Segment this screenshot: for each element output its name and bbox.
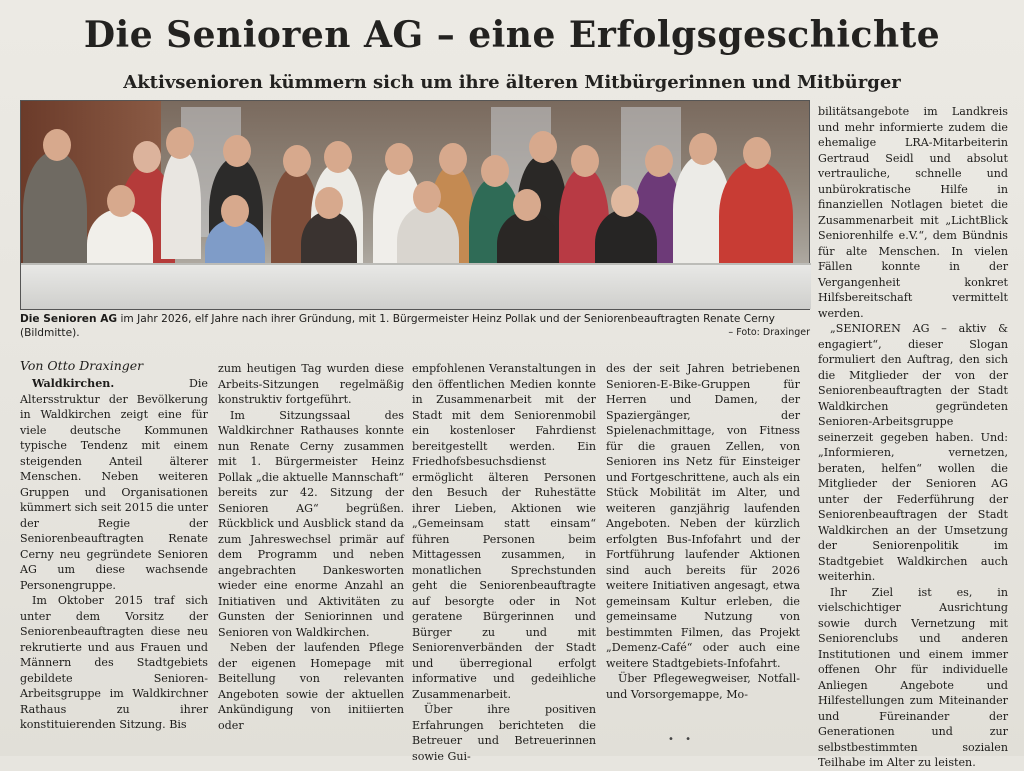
dateline: Waldkirchen. — [32, 377, 115, 390]
byline: Von Otto Draxinger — [20, 358, 144, 373]
paragraph: Im Sitzungssaal des Waldkirchner Rathauses konnte nun Renate Cerny zusammen mit 1. Bürgermeister Heinz Pollak „die aktuelle Mannschaft“ bereits zur 42. Sitzung der Senioren AG“ begrüßen. Rückblick und Ausblick stand da zum Jahreswechsel primär auf dem Programm und neben angebrachten Dankesworten wieder eine enorme Anzahl an Initiativen und Aktivitäten zu Gunsten der Seniorinnen und Senioren von Waldkirchen. — [218, 408, 404, 639]
paragraph: des der seit Jahren betriebenen Senioren-E-Bike-Gruppen für Herren und Damen, der Spaziergänger, der Spielenachmittage, von Fitness für die grauen Zellen, von Senioren ins Netz für Einsteiger und Fortgeschrittene, auch als ein Stück Mobilität im Alter, und weiteren ganzjährig laufenden Angeboten. Neben der kürzlich erfolgten Bus-Infofahrt und der Fortführung laufender Aktionen sind auch bereits für 2026 weitere Initiativen angesagt, etwa gemeinsam Kultur erleben, die gemeinsame Nutzung von bestimmten Filmen, das Projekt „Demenz-Café“ oder auch eine weitere Stadtgebiets-Infofahrt. — [606, 362, 800, 670]
photo-person — [23, 151, 87, 271]
photo-person-head — [166, 127, 194, 159]
photo-table — [21, 263, 811, 309]
paragraph: Im Oktober 2015 traf sich unter dem Vorsitz der Seniorenbeauftragten diese neu rekrutierte und aus Frauen und Männern des Stadtgebiets gebildete Senioren-Arbeitsgruppe im Waldkirchner Rathaus zu ihrer konstituierenden Sitzung. Bis — [20, 594, 208, 731]
photo-person-head — [283, 145, 311, 177]
photo-person-head — [481, 155, 509, 187]
photo-person-head — [223, 135, 251, 167]
paragraph: Ihr Ziel ist es, in vielschichtiger Ausrichtung sowie durch Vernetzung mit Seniorenclubs und anderen Institutionen und einem immer offenen Ohr für individuelle Anliegen Angebote und Hilfestellungen zum Miteinander und Füreinander der Generationen und zur selbstbestimmten sozialen Teilhabe im Alter zu leisten. — [818, 585, 1008, 769]
photo-person-head — [385, 143, 413, 175]
photo-person — [719, 161, 793, 271]
paragraph: empfohlenen Veranstaltungen in den öffentlichen Medien konnte in Zusammenarbeit mit der Stadt mit dem Seniorenmobil ein kostenloser Fahrdienst bereitgestellt werden. Ein Friedhofsbesuchsdienst ermöglicht älteren Personen den Besuch der Ruhestätte ihrer Lieben, Aktionen wie „Gemeinsam statt einsam“ führen Personen beim Mittagessen zusammen, in monatlichen Sprechstunden geht die Seniorenbeauftragte auf besorgte oder in Not geratene Bürgerinnen und Bürger zu und mit Seniorenverbänden der Stadt und überregional erfolgt informative und gedeihliche Zusammenarbeit. — [412, 362, 596, 701]
paragraph: zum heutigen Tag wurden diese Arbeits-Sitzungen regelmäßig konstruktiv fortgeführt. — [218, 362, 404, 406]
article-column-2 — [218, 361, 404, 732]
article-column-5 — [818, 104, 1008, 769]
caption-text: im Jahr 2026, elf Jahre nach ihrer Gründung, mit 1. Bürgermeister Heinz Pollak und der Seniorenbeauftragten Renate Cerny (Bildmitte). — [20, 313, 775, 339]
photo-person-head — [743, 137, 771, 169]
photo-person — [161, 149, 201, 259]
photo-person-head — [43, 129, 71, 161]
article-column-3 — [412, 361, 596, 763]
photo-person-head — [689, 133, 717, 165]
article-column-4 — [606, 361, 800, 726]
photo-person-head — [439, 143, 467, 175]
paragraph: bilitätsangebote im Landkreis und mehr informierte zudem die ehemalige LRA-Mitarbeiterin Gertraud Seidl und absolut vertrauliche, schnelle und unbürokratische Hilfe in finanziellen Notlagen bietet die Zusammenarbeit mit „LichtBlick Seniorenhilfe e.V.“, dem Bündnis für alte Menschen. In vielen Fällen konnte in der Vergangenheit konkret Hilfsbereitschaft vermittelt werden. — [818, 105, 1008, 320]
paragraph: Über ihre positiven Erfahrungen berichteten die Betreuer und Betreuerinnen sowie Gui- — [412, 703, 596, 763]
article-column-1 — [20, 376, 208, 731]
photo-caption — [20, 312, 810, 340]
paragraph: Neben der laufenden Pflege der eigenen Homepage mit Beitellung von relevanten Angeboten sowie der aktuellen Ankündigung von initiierten oder — [218, 641, 404, 732]
page-marker: • • — [668, 734, 695, 745]
article-headline: Die Senioren AG – eine Erfolgsgeschichte — [83, 14, 941, 56]
photo-person-head — [513, 189, 541, 221]
photo-person-head — [133, 141, 161, 173]
photo-person-head — [529, 131, 557, 163]
photo-person-head — [413, 181, 441, 213]
caption-bold: Die Senioren AG — [20, 313, 118, 325]
photo-person-head — [221, 195, 249, 227]
paragraph: Über Pflegewegweiser, Notfall- und Vorsorgemappe, Mo- — [606, 672, 800, 701]
photo-person-head — [324, 141, 352, 173]
paragraph-text: Die Altersstruktur der Bevölkerung in Waldkirchen zeigt eine für viele deutsche Kommunen typische Tendenz mit einem steigenden Anteil älterer Menschen. Neben weiteren Gruppen und Organisationen kümmert sich seit 2015 die unter der Regie der Seniorenbeauftragten Renate Cerny neu gegründete Senioren AG um diese wachsende Personengruppe. — [20, 377, 208, 592]
photo-person-head — [571, 145, 599, 177]
article-subheadline: Aktivsenioren kümmern sich um ihre älteren Mitbürgerinnen und Mitbürger — [123, 72, 901, 93]
paragraph — [20, 376, 208, 593]
photo-person-head — [611, 185, 639, 217]
photo-credit: – Foto: Draxinger — [728, 327, 810, 338]
photo-person-head — [107, 185, 135, 217]
photo-person-head — [315, 187, 343, 219]
paragraph: „SENIOREN AG – aktiv & engagiert“, dieser Slogan formuliert den Auftrag, den sich die Mitglieder der von der Seniorenbeauftragten der Stadt Waldkirchen gegründeten Senioren-Arbeitsgruppe seinerzeit gegeben haben. Und: „Informieren, vernetzen, beraten, helfen“ wollen die Mitglieder der Senioren AG unter der Federführung der Seniorenbeauftragen der Stadt Waldkirchen an der Umsetzung der Seniorenpolitik im Stadtgebiet Waldkirchen auch weiterhin. — [818, 322, 1008, 583]
photo-person-head — [645, 145, 673, 177]
group-photo — [20, 100, 810, 310]
